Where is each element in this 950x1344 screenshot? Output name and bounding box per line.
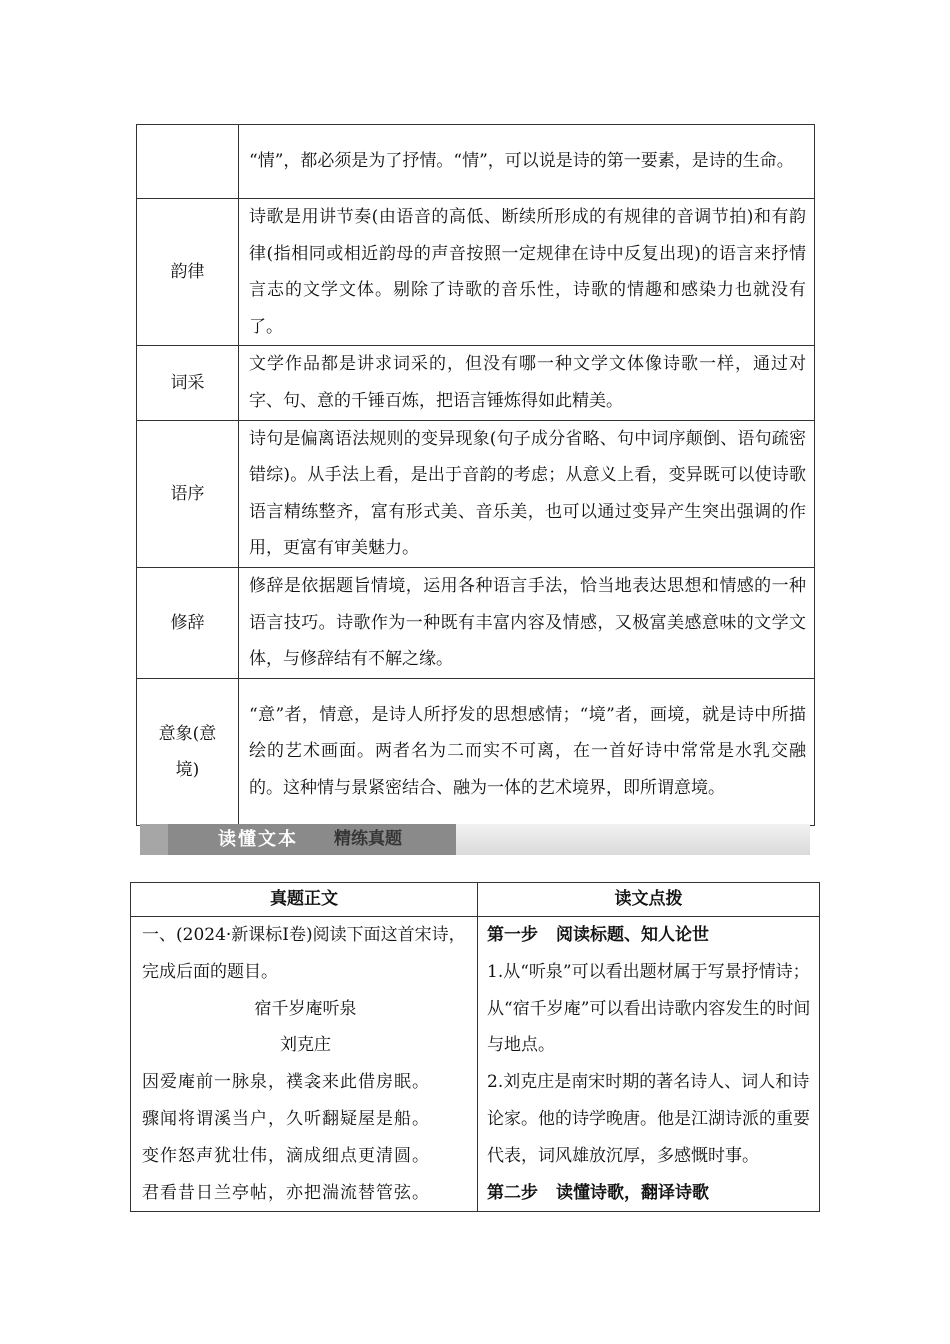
row-key: 韵律 <box>137 199 239 346</box>
table-row <box>137 346 815 420</box>
row-text: “情”，都必须是为了抒情。“情”，可以说是诗的第一要素，是诗的生命。 <box>239 125 815 199</box>
exam-intro: 一、(2024·新课标Ⅰ卷)阅读下面这首宋诗，完成后面的题目。 <box>142 925 466 982</box>
note-item: 1.从“听泉”可以看出题材属于写景抒情诗；从“宿千岁庵”可以看出诗歌内容发生的时间与地点。 <box>487 961 811 1056</box>
exam-text-cell <box>131 917 478 1212</box>
row-key: 修辞 <box>137 567 239 678</box>
row-text: 诗歌是用讲节奏(由语音的高低、断续所形成的有规律的音调节拍)和有韵律(指相同或相近韵母的声音按照一定规律在诗中反复出现)的语言来抒情言志的文学文体。剔除了诗歌的音乐性，诗歌的情趣和感染力也就没有了。 <box>239 199 815 346</box>
column-header: 读文点拨 <box>478 883 820 917</box>
row-key-text: 意象(意境) <box>158 723 217 780</box>
table-row <box>131 917 820 1212</box>
step-title: 读懂诗歌，翻译诗歌 <box>556 1182 709 1203</box>
row-key: 词采 <box>137 346 239 420</box>
row-key <box>137 125 239 199</box>
banner-title: 读懂文本 <box>218 829 298 850</box>
step-label: 第一步 <box>487 925 538 945</box>
reading-notes-cell <box>478 917 820 1212</box>
section-banner <box>140 824 810 855</box>
row-text: 修辞是依据题旨情境，运用各种语言手法，恰当地表达思想和情感的一种语言技巧。诗歌作为一种既有丰富内容及情感，又极富美感意味的文学文体，与修辞结有不解之缘。 <box>239 567 815 678</box>
table-row <box>137 678 815 825</box>
step-heading <box>487 917 813 954</box>
table-row <box>137 125 815 199</box>
poem-title: 宿千岁庵听泉 <box>254 998 357 1019</box>
step-label: 第二步 <box>487 1182 538 1203</box>
step-title: 阅读标题、知人论世 <box>556 925 709 945</box>
banner-edge <box>140 824 168 855</box>
column-header: 真题正文 <box>131 883 478 917</box>
exam-table <box>130 882 820 1212</box>
poem-line: 君看昔日兰亭帖，亦把湍流替管弦。 <box>142 1182 430 1203</box>
table-header-row <box>131 883 820 917</box>
step-heading <box>487 1175 813 1212</box>
poem-author: 刘克庄 <box>280 1035 331 1056</box>
row-text: 文学作品都是讲求词采的，但没有哪一种文学文体像诗歌一样，通过对字、句、意的千锤百炼，把语言锤炼得如此精美。 <box>239 346 815 420</box>
table-row <box>137 420 815 567</box>
banner-subtitle: 精练真题 <box>334 829 402 849</box>
poem-line: 因爱庵前一脉泉，襆衾来此借房眠。 <box>142 1072 430 1093</box>
poetry-elements-table <box>136 124 815 826</box>
row-text: “意”者，情意，是诗人所抒发的思想感情；“境”者，画境，就是诗中所描绘的艺术画面。两者名为二而实不可离，在一首好诗中常常是水乳交融的。这种情与景紧密结合、融为一体的艺术境界，即所谓意境。 <box>239 678 815 825</box>
table-row <box>137 199 815 346</box>
poem-line: 骤闻将谓溪当户，久听翻疑屋是船。 <box>142 1108 430 1129</box>
row-key <box>137 678 239 825</box>
row-text: 诗句是偏离语法规则的变异现象(句子成分省略、句中词序颠倒、语句疏密错综)。从手法上看，是出于音韵的考虑；从意义上看，变异既可以使诗歌语言精练整齐，富有形式美、音乐美，也可以通过变异产生突出强调的作用，更富有审美魅力。 <box>239 420 815 567</box>
poem-line: 变作怒声犹壮伟，滴成细点更清圆。 <box>142 1145 430 1166</box>
row-key: 语序 <box>137 420 239 567</box>
table-row <box>137 567 815 678</box>
note-item: 2.刘克庄是南宋时期的著名诗人、词人和诗论家。他的诗学晚唐。他是江湖诗派的重要代表，词风雄放沉厚，多感慨时事。 <box>487 1072 810 1166</box>
